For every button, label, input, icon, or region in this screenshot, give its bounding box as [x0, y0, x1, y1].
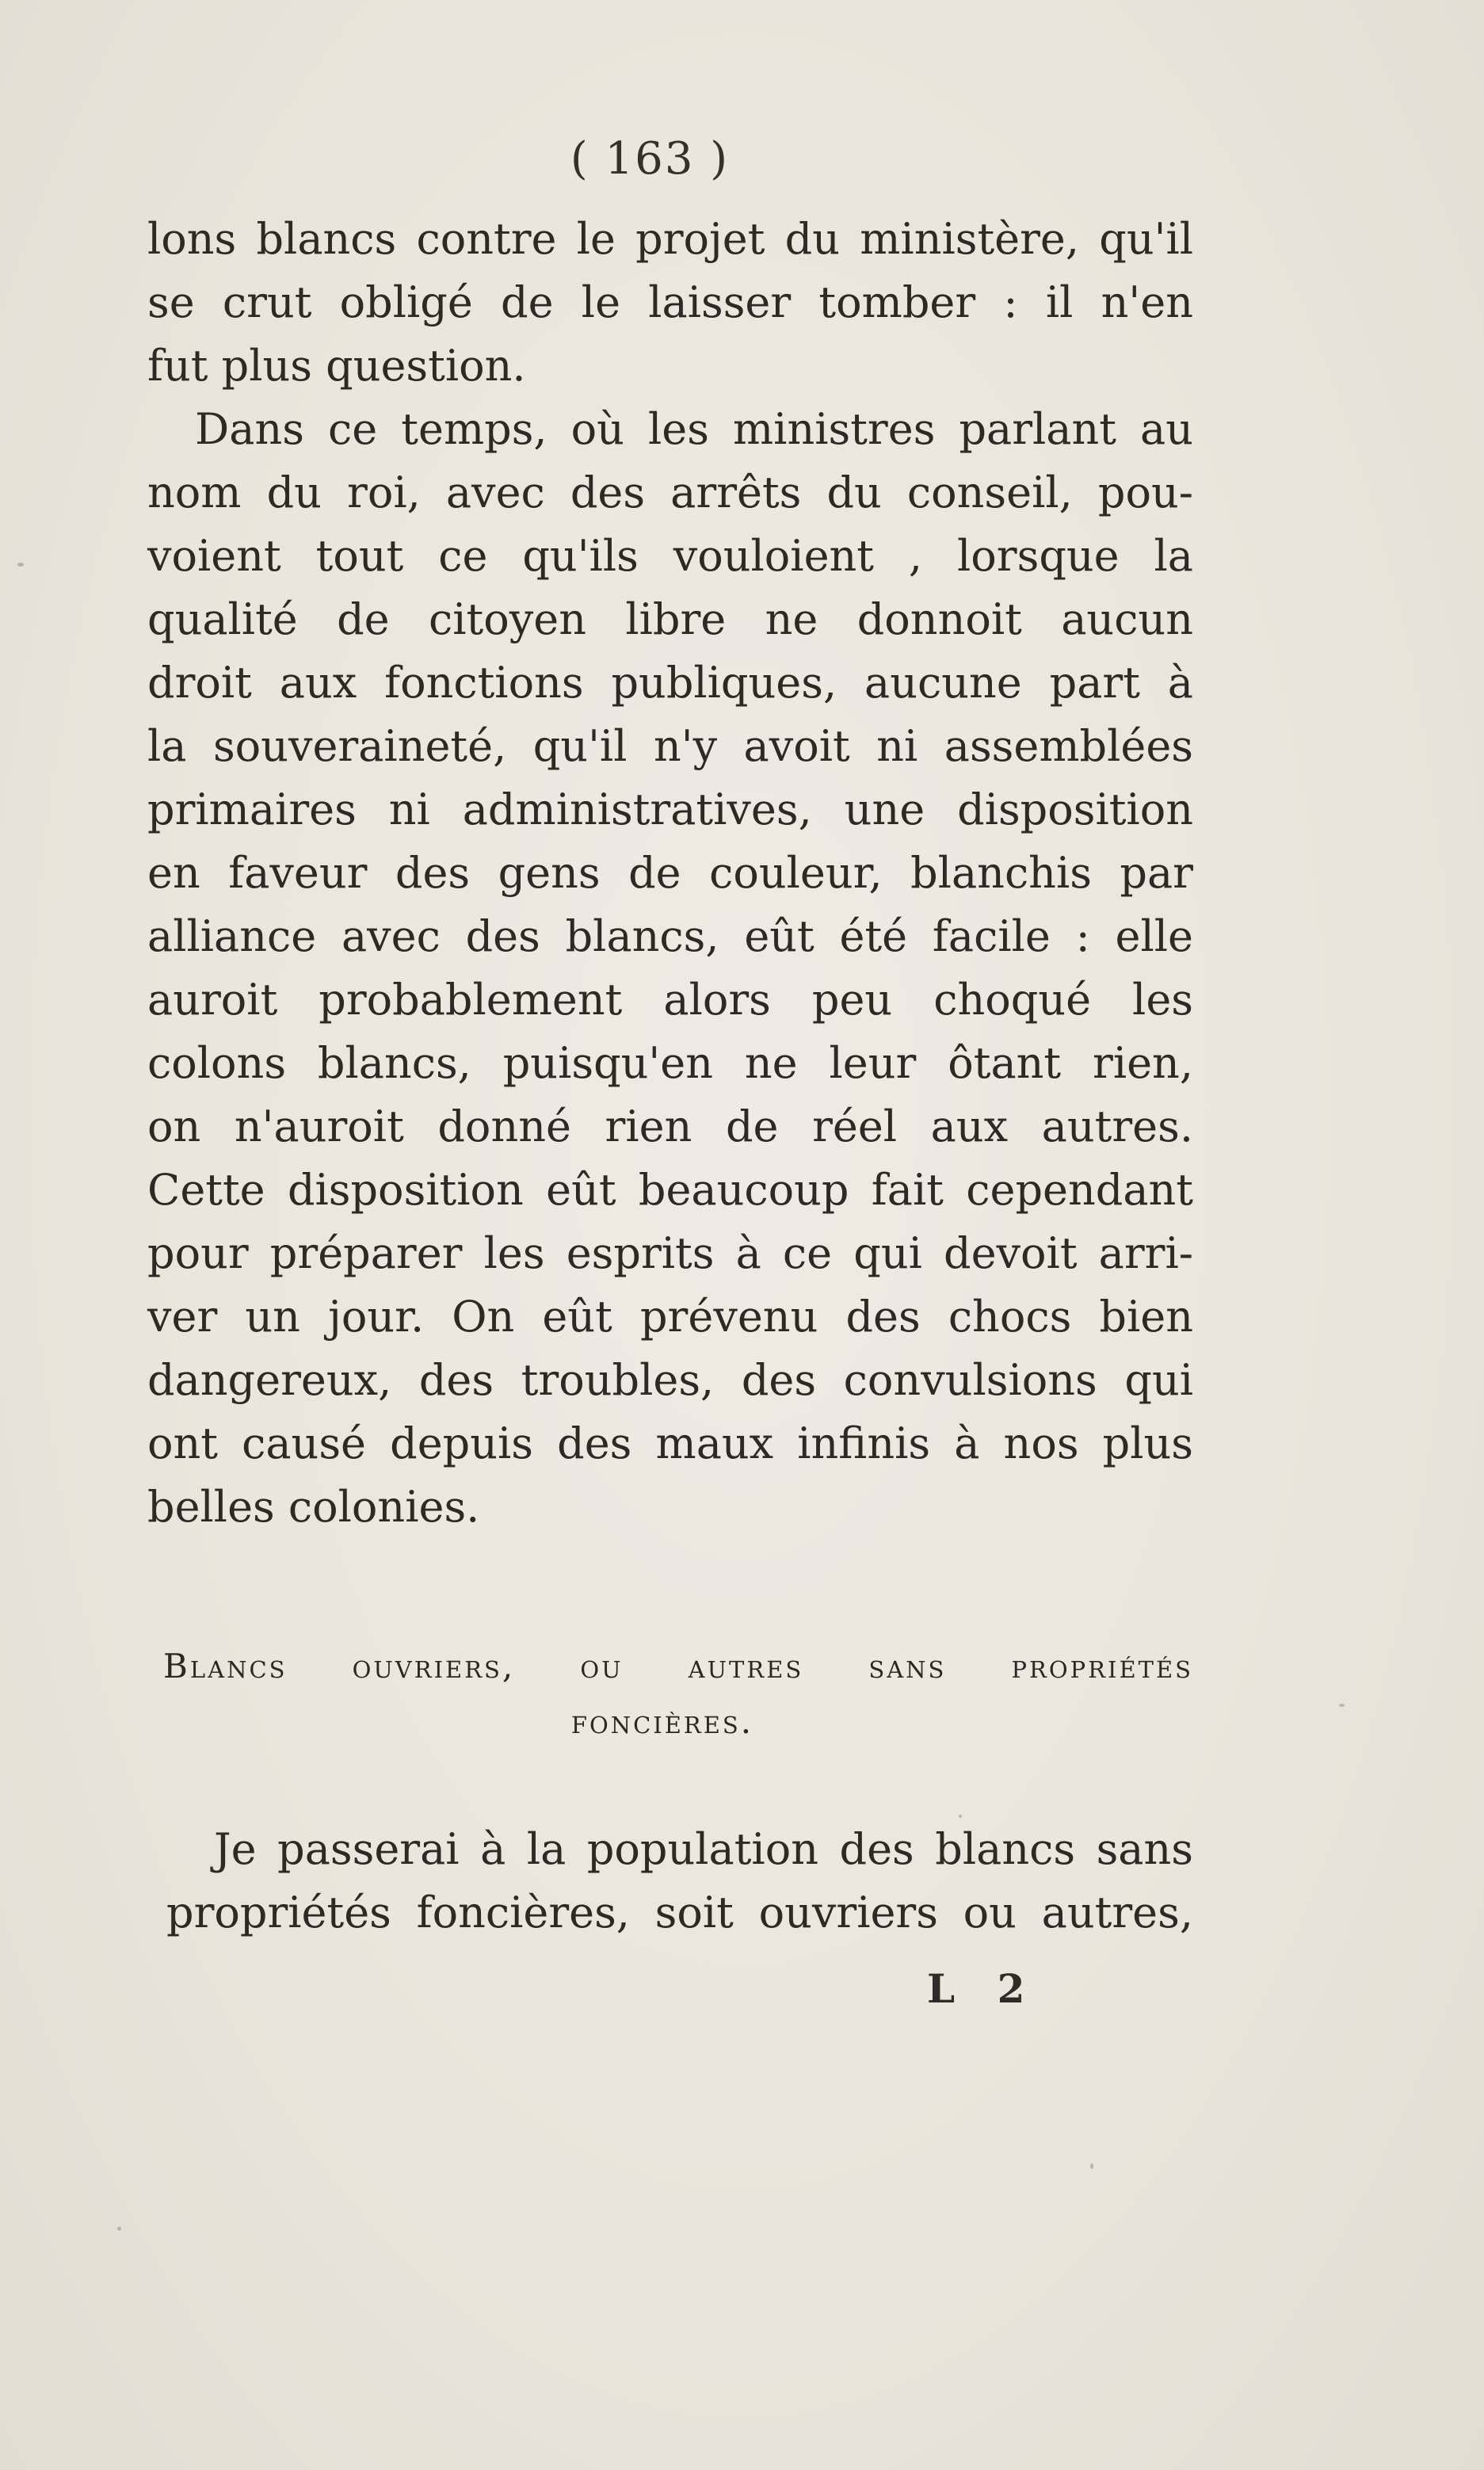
- body-line: la souveraineté, qu'il n'y avoit ni assemblées: [147, 721, 1193, 771]
- section-heading-line2: foncières.: [570, 1702, 754, 1741]
- body-line: pour préparer les esprits à ce qui devoit arri-: [147, 1228, 1193, 1278]
- body-line: auroit probablement alors peu choqué les: [147, 975, 1193, 1025]
- body-line: belles colonies.: [147, 1482, 480, 1532]
- signature-mark: L 2: [927, 1965, 1040, 2012]
- body-line: voient tout ce qu'ils vouloient , lorsque la: [147, 531, 1193, 581]
- body-line: en faveur des gens de couleur, blanchis par: [147, 848, 1193, 898]
- body-line: droit aux fonctions publiques, aucune part à: [147, 658, 1193, 708]
- paragraph-start-line: Dans ce temps, où les ministres parlant au: [195, 404, 1193, 454]
- body-line: dangereux, des troubles, des convulsions qui: [147, 1355, 1193, 1405]
- body-line: Cette disposition eût beaucoup fait cependant: [147, 1165, 1193, 1215]
- body-line: se crut obligé de le laisser tomber : il n'en: [147, 277, 1193, 327]
- paper-speck: [1090, 2163, 1093, 2169]
- body-text: [147, 208, 1193, 1539]
- body-line: fut plus question.: [147, 341, 526, 391]
- paper-speck: [1339, 1704, 1345, 1707]
- paper-speck: [17, 563, 24, 567]
- body-line: lons blancs contre le projet du ministère, qu'il: [147, 214, 1193, 264]
- body-line: on n'auroit donné rien de réel aux autres.: [147, 1101, 1193, 1151]
- paper-speck: [959, 1815, 962, 1818]
- body-line: ver un jour. On eût prévenu des chocs bien: [147, 1292, 1193, 1342]
- body-line: nom du roi, avec des arrêts du conseil, pou-: [147, 468, 1193, 517]
- section-text: [166, 1818, 1193, 1945]
- section-line: propriétés foncières, soit ouvriers ou autres,: [166, 1888, 1193, 1937]
- body-line: qualité de citoyen libre ne donnoit aucun: [147, 594, 1193, 644]
- page-number: ( 163 ): [570, 133, 730, 185]
- body-line: colons blancs, puisqu'en ne leur ôtant rien,: [147, 1038, 1193, 1088]
- section-heading-line1: Blancs ouvriers, ou autres sans propriétés: [163, 1647, 1193, 1685]
- paper-speck: [117, 2227, 121, 2231]
- body-line: ont causé depuis des maux infinis à nos plus: [147, 1418, 1193, 1468]
- section-heading: [163, 1639, 1193, 1750]
- section-line: Je passerai à la population des blancs sans: [214, 1824, 1193, 1874]
- body-line: primaires ni administratives, une disposition: [147, 785, 1193, 834]
- body-line: alliance avec des blancs, eût été facile : elle: [147, 911, 1193, 961]
